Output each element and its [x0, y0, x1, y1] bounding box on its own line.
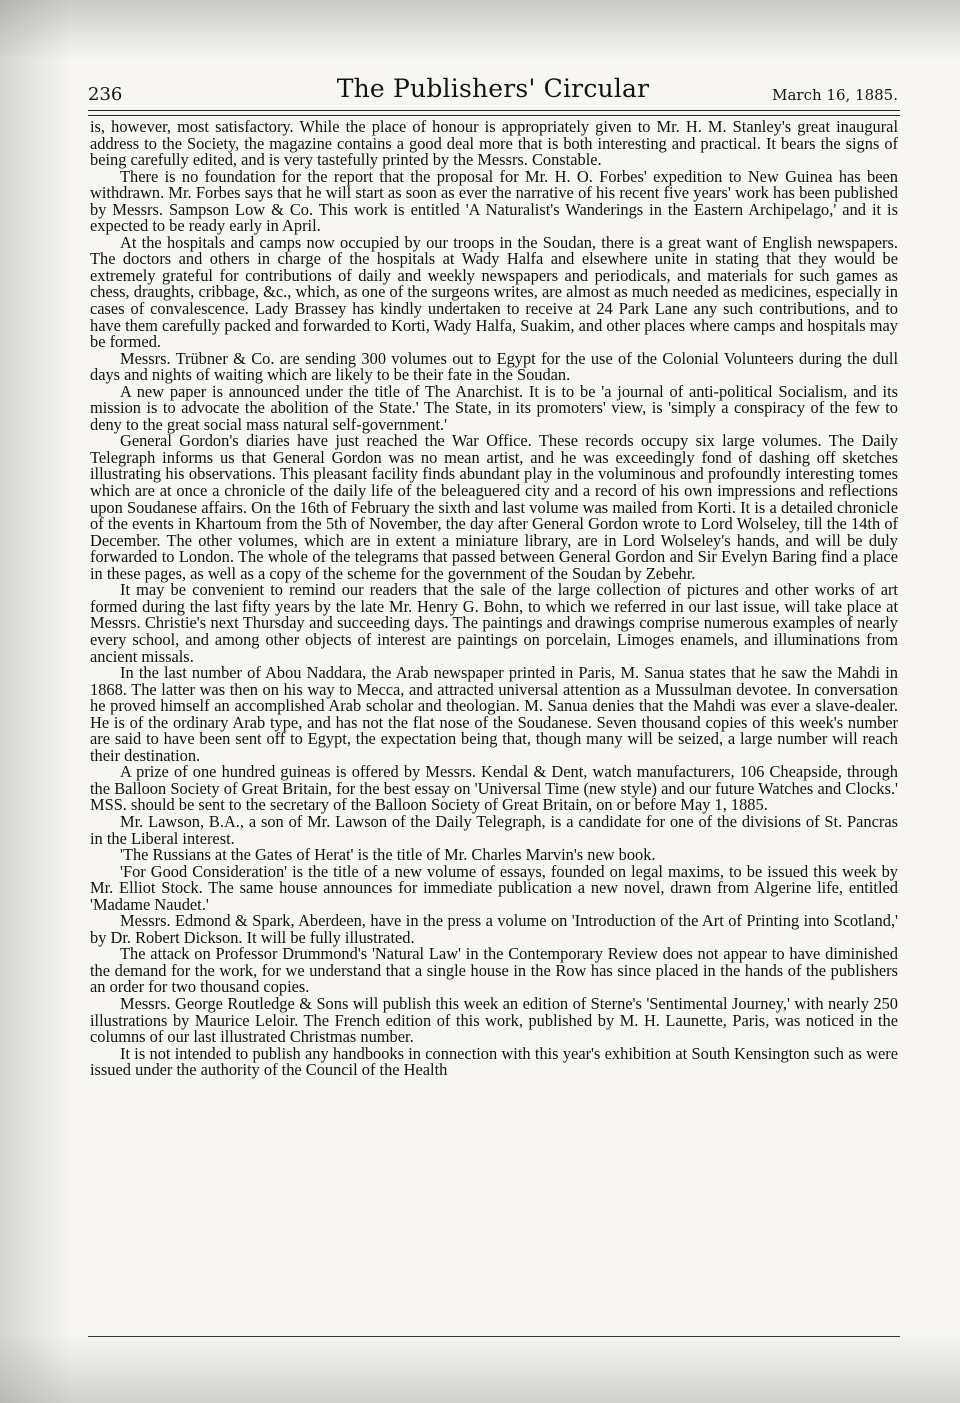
- paragraph-continued: is, however, most satisfactory. While the place of honour is appropriately given to Mr. H. M. Stanley's great inaugural address to the Society, the magazine contains a good deal more that is both interesting and practical. It bears the signs of being carefully edited, and is very tastefully printed by the Messrs. Constable.: [90, 117, 898, 170]
- paragraph-bohn-sale: It may be convenient to remind our readers that the sale of the large collection of pictures and other works of art formed during the last fifty years by the late Mr. Henry G. Bohn, to which we referred in our last issue, will take place at Messrs. Christie's next Thursday and succeeding days. The paintings and drawings comprise numerous examples of nearly every school, and among other objects of interest are paintings on porcelain, Limoges enamels, and illuminations from ancient missals.: [90, 580, 898, 666]
- paragraph-lawson: Mr. Lawson, B.A., a son of Mr. Lawson of the Daily Telegraph, is a candidate for one of the divisions of St. Pancras in the Liberal interest.: [90, 811, 898, 848]
- paragraph-abou-naddara: In the last number of Abou Naddara, the Arab newspaper printed in Paris, M. Sanua states that he saw the Mahdi in 1868. The latter was then on his way to Mecca, and attracted universal attention as a Mussulman devotee. In conversation he proved himself an accomplished Arab scholar and theologian. M. Sanua denies that the Mahdi was ever a slave-dealer. He is of the ordinary Arab type, and has not the flat nose of the Soudanese. Seven thousand copies of this week's number are said to have been sent off to Egypt, the expectation being that, though many will be seized, a large number will reach their destination.: [90, 663, 898, 765]
- scan-shadow-left: [0, 0, 70, 1403]
- paragraph-drummond: The attack on Professor Drummond's 'Natural Law' in the Contemporary Review does not appear to have diminished the demand for the work, for we understand that a single house in the Row has since placed in the hands of the publishers an order for two thousand copies.: [90, 944, 898, 997]
- paragraph-trubner-volumes: Messrs. Trübner & Co. are sending 300 volumes out to Egypt for the use of the Colonial Volunteers during the dull days and nights of waiting which are likely to be their fate in the Soudan.: [90, 348, 898, 385]
- page-header: [88, 74, 898, 110]
- paragraph-routledge: Messrs. George Routledge & Sons will publish this week an edition of Sterne's 'Sentimental Journey,' with nearly 250 illustrations by Maurice Leloir. The French edition of this work, published by M. H. Launette, Paris, was noticed in the columns of our last illustrated Christmas number.: [90, 993, 898, 1047]
- page-number: 236: [88, 84, 123, 105]
- header-rule-top: [88, 110, 900, 111]
- scan-shadow-top: [0, 0, 960, 60]
- scan-shadow-bottom: [0, 1333, 960, 1403]
- paragraph-anarchist-paper: A new paper is announced under the title of The Anarchist. It is to be 'a journal of anti-political Socialism, and its mission is to advocate the abolition of the State.' The State, in its promoters' view, is 'simply a conspiracy of the few to deny to the great social mass natural self-government.': [90, 381, 898, 434]
- header-rule-bottom: [88, 115, 900, 116]
- paragraph-edmond-spark: Messrs. Edmond & Spark, Aberdeen, have in the press a volume on 'Introduction of the Art of Printing into Scotland,' by Dr. Robert Dickson. It will be fully illustrated.: [90, 911, 898, 947]
- issue-date: March 16, 1885.: [772, 86, 898, 104]
- paragraph-south-kensington: It is not intended to publish any handbooks in connection with this year's exhibition at South Kensington such as were issued under the authority of the Council of the Health: [90, 1043, 898, 1080]
- publication-title: The Publishers' Circular: [336, 74, 650, 103]
- paragraph-forbes-expedition: There is no foundation for the report that the proposal for Mr. H. O. Forbes' expedition to New Guinea has been withdrawn. Mr. Forbes says that he will start as soon as ever the narrative of his recent five years' work has been published by Messrs. Sampson Low & Co. This work is entitled 'A Naturalist's Wanderings in the Eastern Archipelago,' and it is expected to be ready early in April.: [90, 166, 898, 236]
- paragraph-soudan-newspapers: At the hospitals and camps now occupied by our troops in the Soudan, there is a great want of English newspapers. The doctors and others in charge of the hospitals at Wady Halfa and elsewhere unite in stating that they would be extremely grateful for contributions of daily and weekly newspapers and periodicals, and materials for such games as chess, draughts, cribbage, &c., which, as one of the surgeons writes, are almost as much needed as medicines, especially in cases of convalescence. Lady Brassey has kindly undertaken to receive at 24 Park Lane any such contributions, and to have them carefully packed and forwarded to Korti, Wady Halfa, Suakim, and other places where camps and hospitals may be formed.: [90, 232, 898, 352]
- paragraph-prize-essay: A prize of one hundred guineas is offered by Messrs. Kendal & Dent, watch manufacturers, 106 Cheapside, through the Balloon Society of Great Britain, for the best essay on 'Universal Time (new style) and our future Watches and Clocks.' MSS. should be sent to the secretary of the Balloon Society of Great Britain, on or before May 1, 1885.: [90, 762, 898, 815]
- paragraph-good-consideration: 'For Good Consideration' is the title of a new volume of essays, founded on legal maxims, to be issued this week by Mr. Elliot Stock. The same house announces for immediate publication a new novel, drawn from Algerine life, entitled 'Madame Naudet.': [90, 861, 898, 914]
- paragraph-marvin-book: 'The Russians at the Gates of Herat' is the title of Mr. Charles Marvin's new book.: [120, 845, 656, 865]
- article-body: [90, 119, 898, 1079]
- footer-rule: [88, 1336, 900, 1337]
- paragraph-gordon-diaries: General Gordon's diaries have just reached the War Office. These records occupy six large volumes. The Daily Telegraph informs us that General Gordon was no mean artist, and he was exceedingly fond of dashing off sketches illustrating his observations. This pleasant facility finds abundant play in the voluminous and profoundly interesting tomes which are at once a chronicle of the daily life of the beleaguered city and a record of his own impressions and reflections upon Soudanese affairs. On the 16th of February the sixth and last volume was mailed from Korti. It is a detailed chronicle of the events in Khartoum from the 5th of November, the day after General Gordon wrote to Lord Wolseley, till the 14th of December. The other volumes, which are in extent a miniature library, are in Lord Wolseley's hands, and will be duly forwarded to London. The whole of the telegrams that passed between General Gordon and Sir Evelyn Baring find a place in these pages, as well as a copy of the scheme for the government of the Soudan by Zebehr.: [90, 431, 898, 583]
